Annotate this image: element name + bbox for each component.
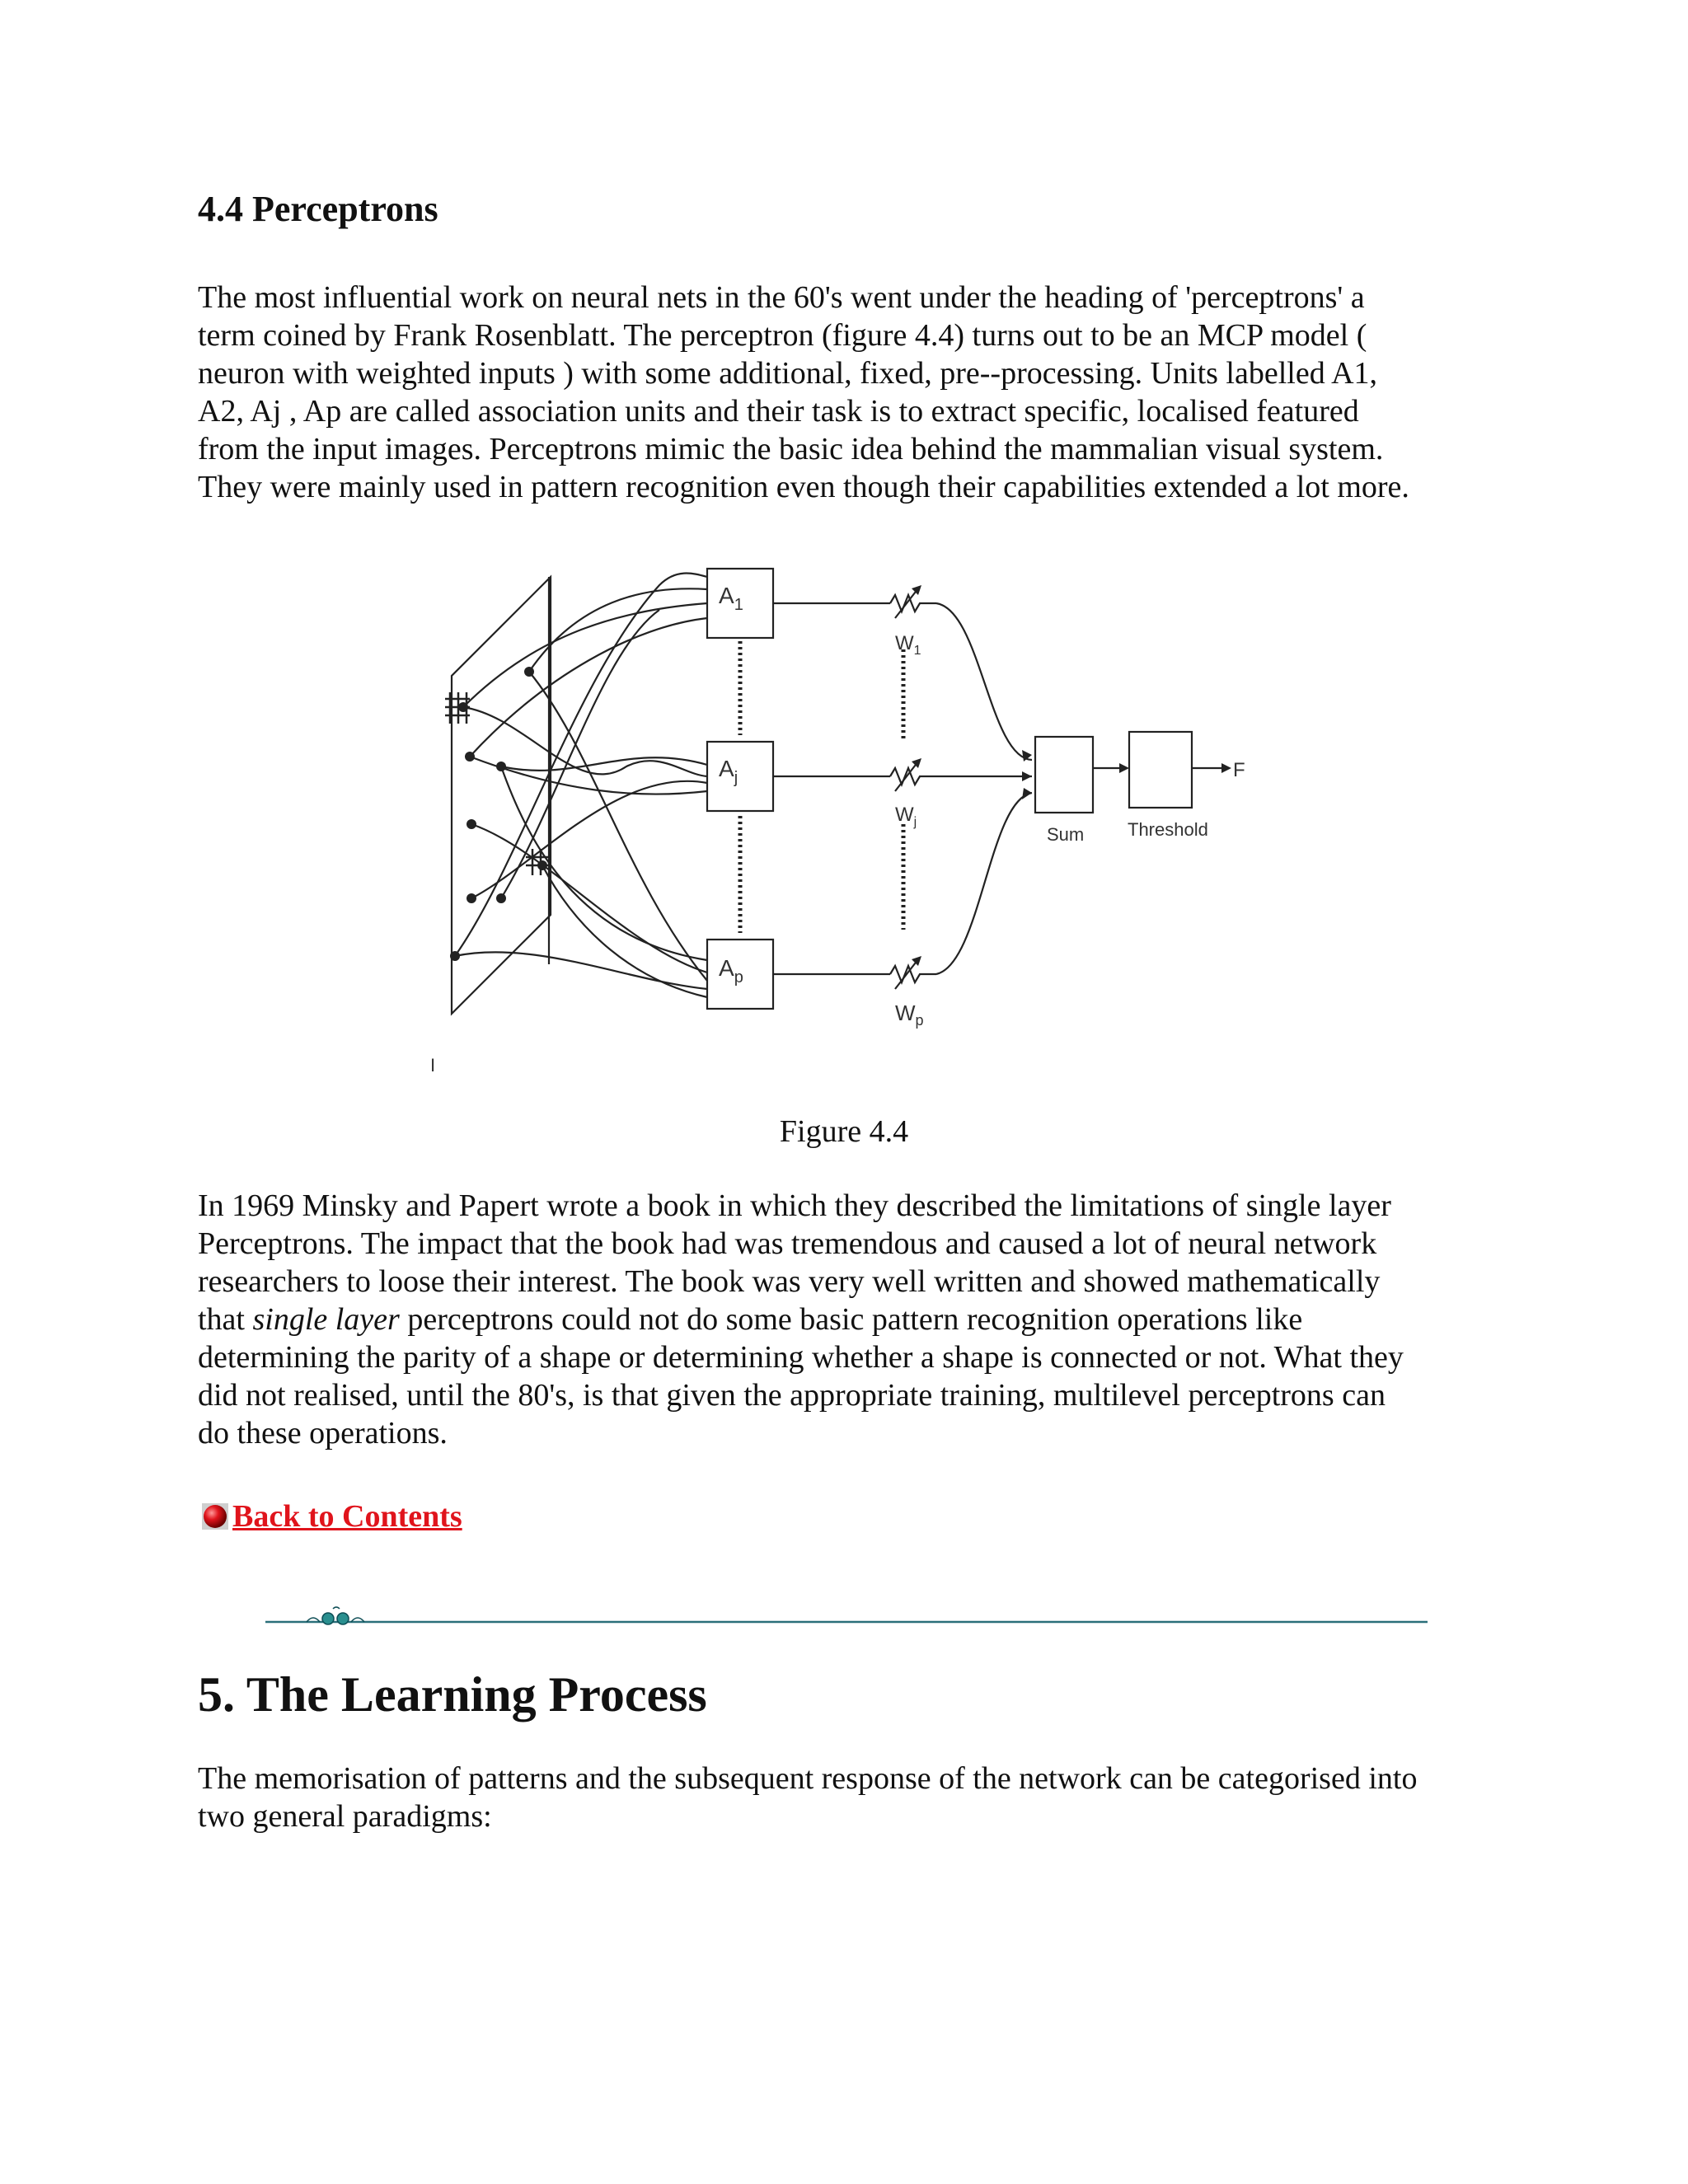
paragraph-line: The most influential work on neural nets in the 60's went under the heading of 'perceptrons' a bbox=[198, 280, 1365, 315]
paragraph-line: term coined by Frank Rosenblatt. The perceptron (figure 4.4) turns out to be an MCP model ( bbox=[198, 318, 1367, 353]
retina-point bbox=[450, 951, 460, 961]
minsky-papert-paragraph bbox=[198, 1187, 1500, 1452]
sum-label: Sum bbox=[1047, 824, 1085, 845]
connection-wire bbox=[470, 618, 707, 757]
paragraph-line: In 1969 Minsky and Papert wrote a book in which they described the limitations of single layer bbox=[198, 1188, 1391, 1223]
retina-point bbox=[465, 752, 475, 762]
italic-emphasis: single layer bbox=[252, 1302, 400, 1337]
chapter-heading-learning-process: 5. The Learning Process bbox=[198, 1667, 707, 1722]
retina-point bbox=[537, 860, 547, 870]
text-run: perceptrons could not do some basic pattern recognition operations like bbox=[399, 1302, 1303, 1337]
retina-point bbox=[524, 667, 534, 677]
paragraph-line: do these operations. bbox=[198, 1416, 448, 1451]
connection-wire bbox=[455, 952, 707, 989]
ornamental-divider bbox=[265, 1604, 1428, 1629]
unit-label-aj: $A_j$ bbox=[719, 756, 738, 787]
text-run: that bbox=[198, 1302, 253, 1337]
learning-process-paragraph bbox=[198, 1760, 1500, 1835]
unit-label-a1: $A_1$ bbox=[719, 583, 743, 614]
weight-label-wj: $W_j$ bbox=[895, 804, 917, 829]
arrowhead bbox=[1022, 788, 1032, 799]
connection-wire bbox=[529, 672, 707, 981]
paragraph-line bbox=[198, 1301, 1500, 1338]
association-unit-aj bbox=[707, 742, 773, 811]
connection-wire bbox=[463, 603, 707, 707]
arrowhead bbox=[1022, 771, 1032, 781]
figure-caption: Figure 4.4 bbox=[779, 1114, 909, 1149]
paragraph-line: from the input images. Perceptrons mimic the basic idea behind the mammalian visual system. bbox=[198, 432, 1384, 466]
section-heading-perceptrons: 4.4 Perceptrons bbox=[198, 189, 438, 229]
unit-label-ap: $A_p$ bbox=[719, 955, 743, 987]
paragraph-line: The memorisation of patterns and the subsequent response of the network can be categorised into bbox=[198, 1761, 1418, 1796]
paragraph-line: neuron with weighted inputs ) with some additional, fixed, pre--processing. Units labelled A1, bbox=[198, 356, 1378, 391]
weight-resistor-w1 bbox=[890, 595, 936, 612]
connection-wire bbox=[471, 824, 707, 972]
paragraph-line: Perceptrons. The impact that the book had was tremendous and caused a lot of neural network bbox=[198, 1226, 1377, 1261]
retina-point bbox=[467, 893, 476, 903]
retina-point bbox=[458, 702, 468, 712]
retina-point bbox=[496, 762, 506, 771]
weight-to-sum-line bbox=[936, 603, 1032, 760]
paragraph-line: did not realised, until the 80's, is that given the appropriate training, multilevel perceptrons can bbox=[198, 1378, 1386, 1413]
retina-point bbox=[467, 819, 476, 829]
paragraph-line: They were mainly used in pattern recognition even though their capabilities extended a lot more. bbox=[198, 470, 1409, 504]
retina-plane bbox=[452, 577, 551, 1014]
perceptrons-paragraph bbox=[198, 279, 1500, 506]
paragraph-line: A2, Aj , Ap are called association units and their task is to extract specific, localised featured bbox=[198, 394, 1359, 429]
paragraph-line: determining the parity of a shape or determining whether a shape is connected or not. What they bbox=[198, 1340, 1404, 1375]
output-label-f: F bbox=[1233, 759, 1245, 781]
threshold-box bbox=[1129, 732, 1192, 808]
connection-wire bbox=[471, 781, 707, 898]
retina-point bbox=[496, 893, 506, 903]
paragraph-line: researchers to loose their interest. The book was very well written and showed mathematically bbox=[198, 1264, 1381, 1299]
weight-resistor-wp bbox=[890, 966, 936, 982]
connection-wire bbox=[470, 757, 707, 794]
weight-resistor-wj bbox=[890, 768, 936, 785]
weight-label-wp: $W_p$ bbox=[895, 1001, 924, 1029]
back-to-contents-label[interactable]: Back to Contents bbox=[232, 1499, 462, 1534]
perceptron-diagram bbox=[412, 552, 1269, 1080]
red-ball-bullet-icon bbox=[201, 1502, 229, 1530]
sum-box bbox=[1035, 737, 1093, 813]
back-to-contents-link[interactable] bbox=[201, 1498, 462, 1535]
input-label-i: I bbox=[430, 1055, 436, 1076]
connection-wire bbox=[501, 757, 707, 771]
paragraph-line: two general paradigms: bbox=[198, 1799, 492, 1834]
arrowhead bbox=[1221, 763, 1231, 773]
threshold-label: Threshold bbox=[1128, 819, 1208, 840]
arrowhead bbox=[1119, 763, 1129, 773]
weight-label-w1: $W_1$ bbox=[895, 632, 921, 658]
weight-to-sum-line bbox=[936, 793, 1032, 974]
